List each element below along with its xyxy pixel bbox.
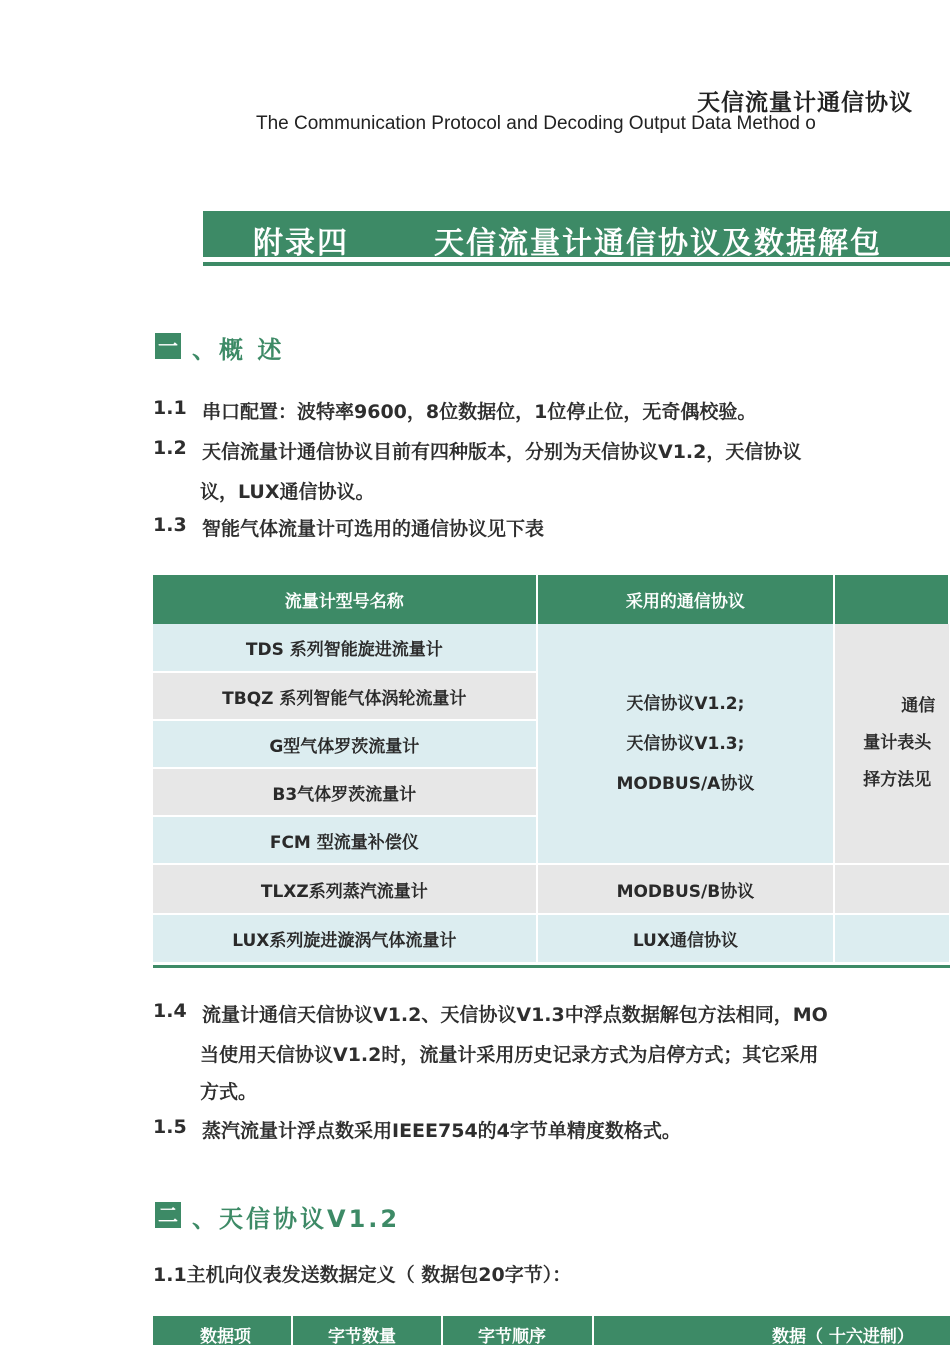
para-text: 智能气体流量计可选用的通信协议见下表 <box>202 518 545 540</box>
para-number: 1.5 <box>153 1116 187 1138</box>
banner-underline <box>203 262 950 266</box>
table-header-model: 流量计型号名称 <box>153 575 537 624</box>
protocol-cell: LUX通信协议 <box>537 914 835 962</box>
model-cell: TDS 系列智能旋进流量计 <box>153 624 537 672</box>
header-divider <box>291 1316 293 1345</box>
model-cell: TLXZ系列蒸汽流量计 <box>153 864 537 914</box>
table-row <box>153 914 949 962</box>
section-title: 、天信协议V1.2 <box>192 1205 401 1233</box>
banner-label: 附录四 <box>253 226 349 261</box>
protocol-item: 天信协议V1.3; <box>626 733 745 754</box>
protocol-item: MODBUS/A协议 <box>616 773 755 794</box>
table-bottom-rule <box>153 965 950 968</box>
data-table-header-order: 字节顺序 <box>478 1327 546 1347</box>
remark-line: 量计表头 <box>863 733 932 753</box>
remark-line: 择方法见 <box>863 770 932 790</box>
para-text: 流量计通信天信协议V1.2、天信协议V1.3中浮点数据解包方法相同，MO <box>202 1004 828 1026</box>
header-title-en: The Communication Protocol and Decoding Output Data Method o <box>256 113 816 134</box>
para-number: 1.4 <box>153 1000 187 1022</box>
protocol-item: 天信协议V1.2; <box>626 693 745 714</box>
table-row <box>153 864 949 914</box>
para-number: 1.1 <box>153 397 187 419</box>
model-cell: TBQZ 系列智能气体涡轮流量计 <box>153 672 537 720</box>
protocol-group-cell <box>537 624 835 864</box>
para-text: 天信流量计通信协议目前有四种版本，分别为天信协议V1.2，天信协议 <box>202 441 802 463</box>
model-cell: FCM 型流量补偿仪 <box>269 832 419 853</box>
data-table-header-data: 数据（ 十六进制） <box>772 1327 914 1347</box>
section-title: 、概 述 <box>192 336 285 364</box>
header-divider <box>592 1316 594 1345</box>
para-text-continued: 方式。 <box>200 1081 258 1103</box>
protocol-table <box>153 575 950 962</box>
data-table-header-count: 字节数量 <box>328 1327 396 1347</box>
section-intro: 1.1主机向仪表发送数据定义（ 数据包20字节）： <box>153 1264 572 1286</box>
remark-group-cell <box>834 624 949 864</box>
remark-line: 通信 <box>901 696 936 716</box>
table-header-protocol: 采用的通信协议 <box>537 575 835 624</box>
remark-cell <box>834 864 949 914</box>
header-title-cn: 天信流量计通信协议 <box>697 90 913 116</box>
para-text: 蒸汽流量计浮点数采用IEEE754的4字节单精度数格式。 <box>202 1120 681 1142</box>
section-number-box: 一 <box>155 333 181 359</box>
para-text-continued: 当使用天信协议V1.2时，流量计采用历史记录方式为启停方式；其它采用 <box>200 1044 819 1066</box>
model-cell: G型气体罗茨流量计 <box>153 720 537 768</box>
remark-cell <box>834 914 949 962</box>
data-table-header-item: 数据项 <box>200 1327 251 1347</box>
header-divider <box>441 1316 443 1345</box>
table-header-remark <box>834 575 949 624</box>
para-text-continued: 议，LUX通信协议。 <box>200 481 375 503</box>
section-number-box: 二 <box>155 1202 181 1228</box>
para-number: 1.2 <box>153 437 187 459</box>
para-text: 串口配置：波特率9600，8位数据位，1位停止位，无奇偶校验。 <box>202 401 757 423</box>
protocol-cell: MODBUS/B协议 <box>537 864 835 914</box>
table-row <box>153 624 949 672</box>
model-cell: B3气体罗茨流量计 <box>153 768 537 816</box>
model-cell: LUX系列旋进漩涡气体流量计 <box>232 931 457 951</box>
banner-title: 天信流量计通信协议及数据解包 <box>434 226 882 261</box>
para-number: 1.3 <box>153 514 187 536</box>
